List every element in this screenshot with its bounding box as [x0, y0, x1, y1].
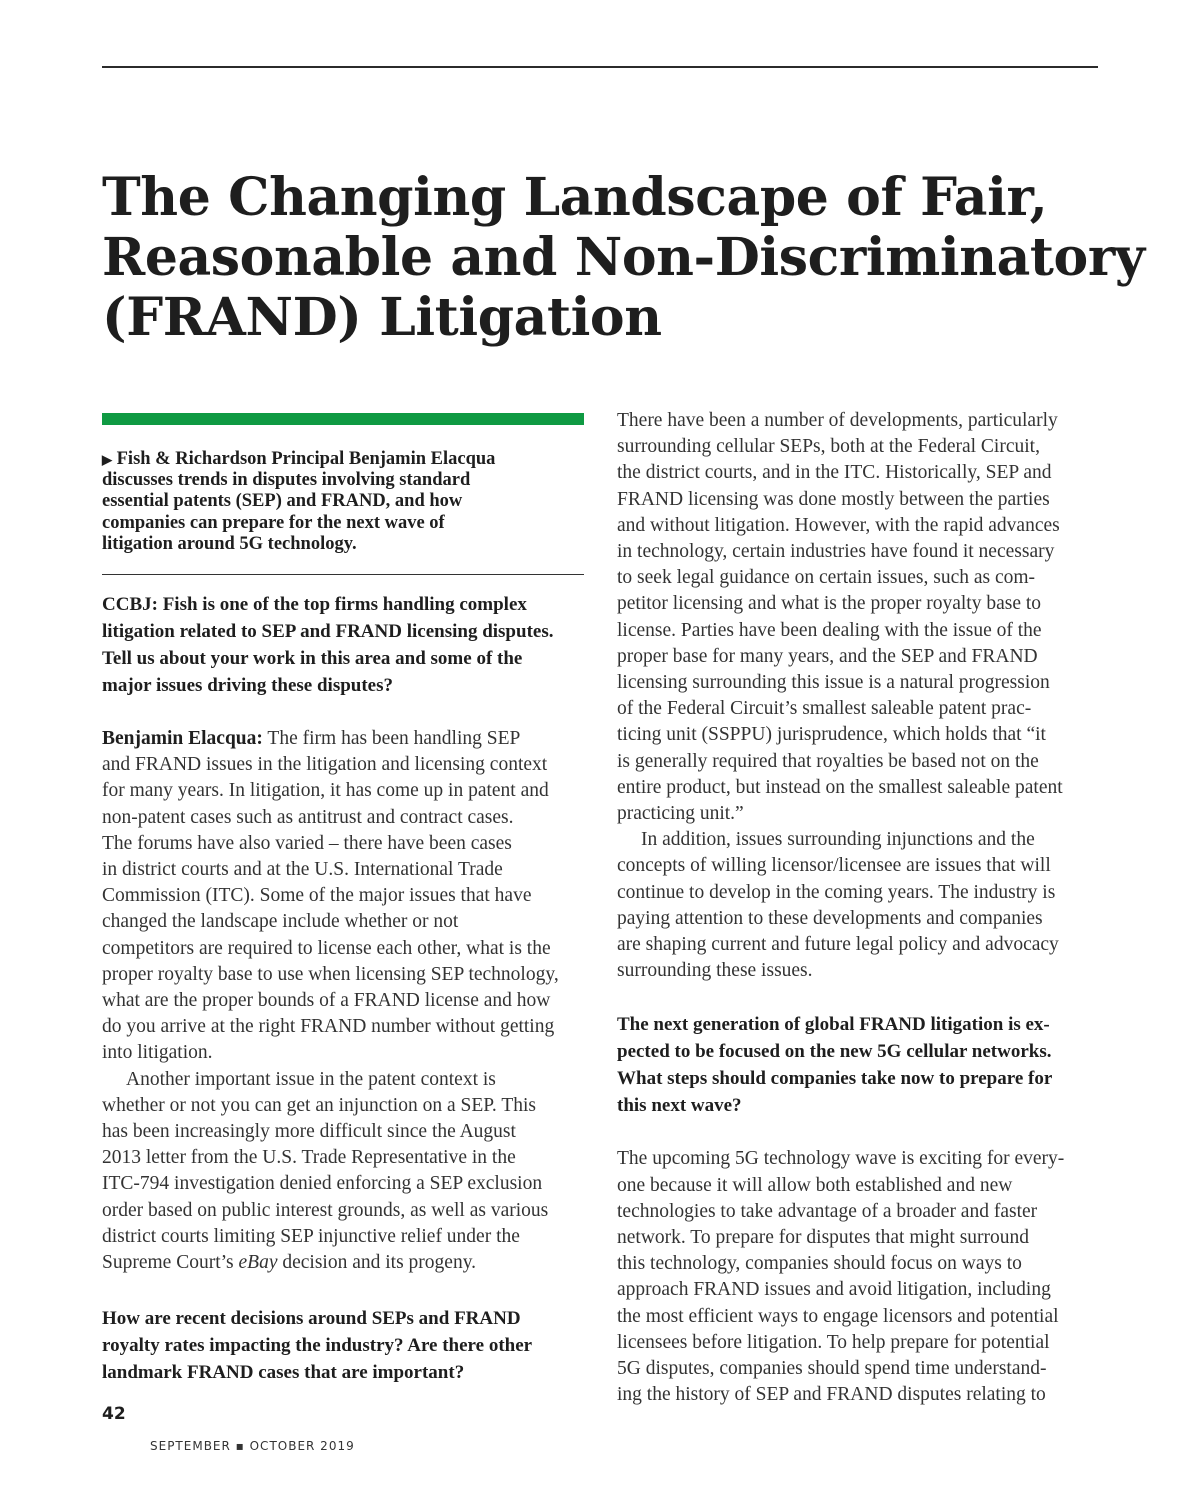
answer-line: and without litigation. However, with the rapid advances: [617, 514, 1060, 536]
question-line: this next wave?: [617, 1095, 742, 1117]
question-line: landmark FRAND cases that are important?: [102, 1362, 465, 1384]
issue-date: SEPTEMBER ▪ OCTOBER 2019: [150, 1439, 355, 1453]
answer-line: entire product, but instead on the smallest saleable patent: [617, 776, 1063, 798]
answer-line: license. Parties have been dealing with the issue of the: [617, 619, 1042, 641]
answer-line: In addition, issues surrounding injunctions and the: [641, 829, 1035, 851]
question-line: The next generation of global FRAND litigation is ex-: [617, 1014, 1050, 1036]
answer-line: order based on public interest grounds, as well as various: [102, 1199, 549, 1221]
question-line: What steps should companies take now to prepare for: [617, 1068, 1053, 1090]
case-name-italic: eBay: [238, 1252, 278, 1274]
top-rule: [102, 66, 1098, 68]
answer-line: 5G disputes, companies should spend time understand-: [617, 1358, 1047, 1380]
answer-line: the most efficient ways to engage licensors and potential: [617, 1305, 1059, 1327]
answer-3: [617, 1146, 1101, 1408]
answer-line: approach FRAND issues and avoid litigation, including: [617, 1279, 1051, 1301]
left-column: [102, 413, 584, 1386]
answer-line: ticing unit (SSPPU) jurisprudence, which holds that “it: [617, 724, 1046, 746]
answer-line: competitors are required to license each other, what is the: [102, 937, 551, 959]
speaker-name: Benjamin Elacqua:: [102, 728, 263, 750]
question-line: royalty rates impacting the industry? Are there other: [102, 1335, 533, 1357]
question-3: [617, 1011, 1101, 1119]
answer-line: FRAND licensing was done mostly between the parties: [617, 488, 1050, 510]
right-column: [617, 408, 1101, 1409]
intro-deck: [102, 449, 584, 555]
play-arrow-icon: ▶: [102, 452, 112, 467]
answer-line: ing the history of SEP and FRAND disputes relating to: [617, 1384, 1046, 1406]
answer-line: decision and its progeny.: [277, 1252, 477, 1274]
answer-line: concepts of willing licensor/licensee are issues that will: [617, 855, 1051, 877]
answer-2: [617, 408, 1101, 827]
answer-line: are shaping current and future legal policy and advocacy: [617, 934, 1059, 956]
answer-line: surrounding these issues.: [617, 960, 813, 982]
accent-bar: [102, 413, 584, 425]
answer-line: whether or not you can get an injunction on a SEP. This: [102, 1094, 536, 1116]
answer-line: network. To prepare for disputes that might surround: [617, 1227, 1030, 1249]
answer-line: proper royalty base to use when licensing SEP technology,: [102, 963, 559, 985]
answer-line: the district courts, and in the ITC. Historically, SEP and: [617, 462, 1052, 484]
title-line: (FRAND) Litigation: [102, 287, 662, 348]
answer-line: surrounding cellular SEPs, both at the Federal Circuit,: [617, 436, 1040, 458]
answer-line: proper base for many years, and the SEP and FRAND: [617, 645, 1038, 667]
answer-line: Supreme Court’s: [102, 1252, 239, 1274]
answer-line: The firm has been handling SEP: [262, 728, 521, 750]
answer-line: petitor licensing and what is the proper royalty base to: [617, 593, 1042, 615]
answer-line: and FRAND issues in the litigation and licensing context: [102, 754, 548, 776]
title-line: The Changing Landscape of Fair,: [102, 167, 1048, 228]
article-title: [102, 167, 1145, 348]
answer-line: changed the landscape include whether or not: [102, 911, 459, 933]
question-line: How are recent decisions around SEPs and FRAND: [102, 1308, 521, 1330]
intro-line: litigation around 5G technology.: [102, 533, 357, 554]
answer-line: district courts limiting SEP injunctive relief under the: [102, 1225, 520, 1247]
intro-line: companies can prepare for the next wave of: [102, 512, 445, 533]
answer-line: licensing surrounding this issue is a natural progression: [617, 672, 1050, 694]
question-line: major issues driving these disputes?: [102, 675, 394, 697]
answer-line: this technology, companies should focus on ways to: [617, 1253, 1022, 1275]
question-2: [102, 1305, 584, 1386]
answer-line: is generally required that royalties be based not on the: [617, 750, 1039, 772]
answer-line: for many years. In litigation, it has come up in patent and: [102, 780, 549, 802]
answer-line: in technology, certain industries have found it necessary: [617, 541, 1055, 563]
answer-line: has been increasingly more difficult since the August: [102, 1121, 516, 1143]
answer-line: continue to develop in the coming years. The industry is: [617, 881, 1056, 903]
answer-line: to seek legal guidance on certain issues, such as com-: [617, 567, 1036, 589]
intro-line: discusses trends in disputes involving standard: [102, 470, 471, 491]
answer-2-paragraph-2: [617, 827, 1101, 984]
answer-line: 2013 letter from the U.S. Trade Representative in the: [102, 1147, 516, 1169]
answer-line: The upcoming 5G technology wave is exciting for every-: [617, 1148, 1065, 1170]
answer-line: of the Federal Circuit’s smallest saleable patent prac-: [617, 698, 1032, 720]
question-line: pected to be focused on the new 5G cellular networks.: [617, 1041, 1052, 1063]
question-1: [102, 591, 584, 699]
title-line: Reasonable and Non-Discriminatory: [102, 227, 1145, 288]
answer-1: [102, 726, 584, 1067]
answer-line: ITC-794 investigation denied enforcing a SEP exclusion: [102, 1173, 543, 1195]
answer-line: paying attention to these developments and companies: [617, 907, 1043, 929]
answer-line: non-patent cases such as antitrust and contract cases.: [102, 806, 514, 828]
answer-line: Commission (ITC). Some of the major issues that have: [102, 885, 532, 907]
answer-line: into litigation.: [102, 1042, 213, 1064]
answer-1-paragraph-2: [102, 1067, 584, 1277]
answer-line: licensees before litigation. To help prepare for potential: [617, 1331, 1050, 1353]
page-number: 42: [102, 1404, 126, 1424]
intro-line: Fish & Richardson Principal Benjamin Elacqua: [116, 449, 496, 469]
question-line: Tell us about your work in this area and some of the: [102, 648, 523, 670]
answer-line: practicing unit.”: [617, 803, 744, 825]
intro-divider: [102, 574, 584, 575]
answer-line: technologies to take advantage of a broader and faster: [617, 1200, 1038, 1222]
question-line: litigation related to SEP and FRAND licensing disputes.: [102, 621, 554, 643]
answer-line: Another important issue in the patent context is: [126, 1068, 496, 1090]
answer-line: in district courts and at the U.S. International Trade: [102, 859, 503, 881]
answer-line: The forums have also varied – there have been cases: [102, 832, 512, 854]
question-line: CCBJ: Fish is one of the top firms handling complex: [102, 594, 527, 616]
answer-line: what are the proper bounds of a FRAND license and how: [102, 990, 551, 1012]
answer-line: There have been a number of developments, particularly: [617, 410, 1058, 431]
intro-line: essential patents (SEP) and FRAND, and how: [102, 491, 463, 512]
answer-line: one because it will allow both established and new: [617, 1174, 1013, 1196]
answer-line: do you arrive at the right FRAND number without getting: [102, 1016, 555, 1038]
